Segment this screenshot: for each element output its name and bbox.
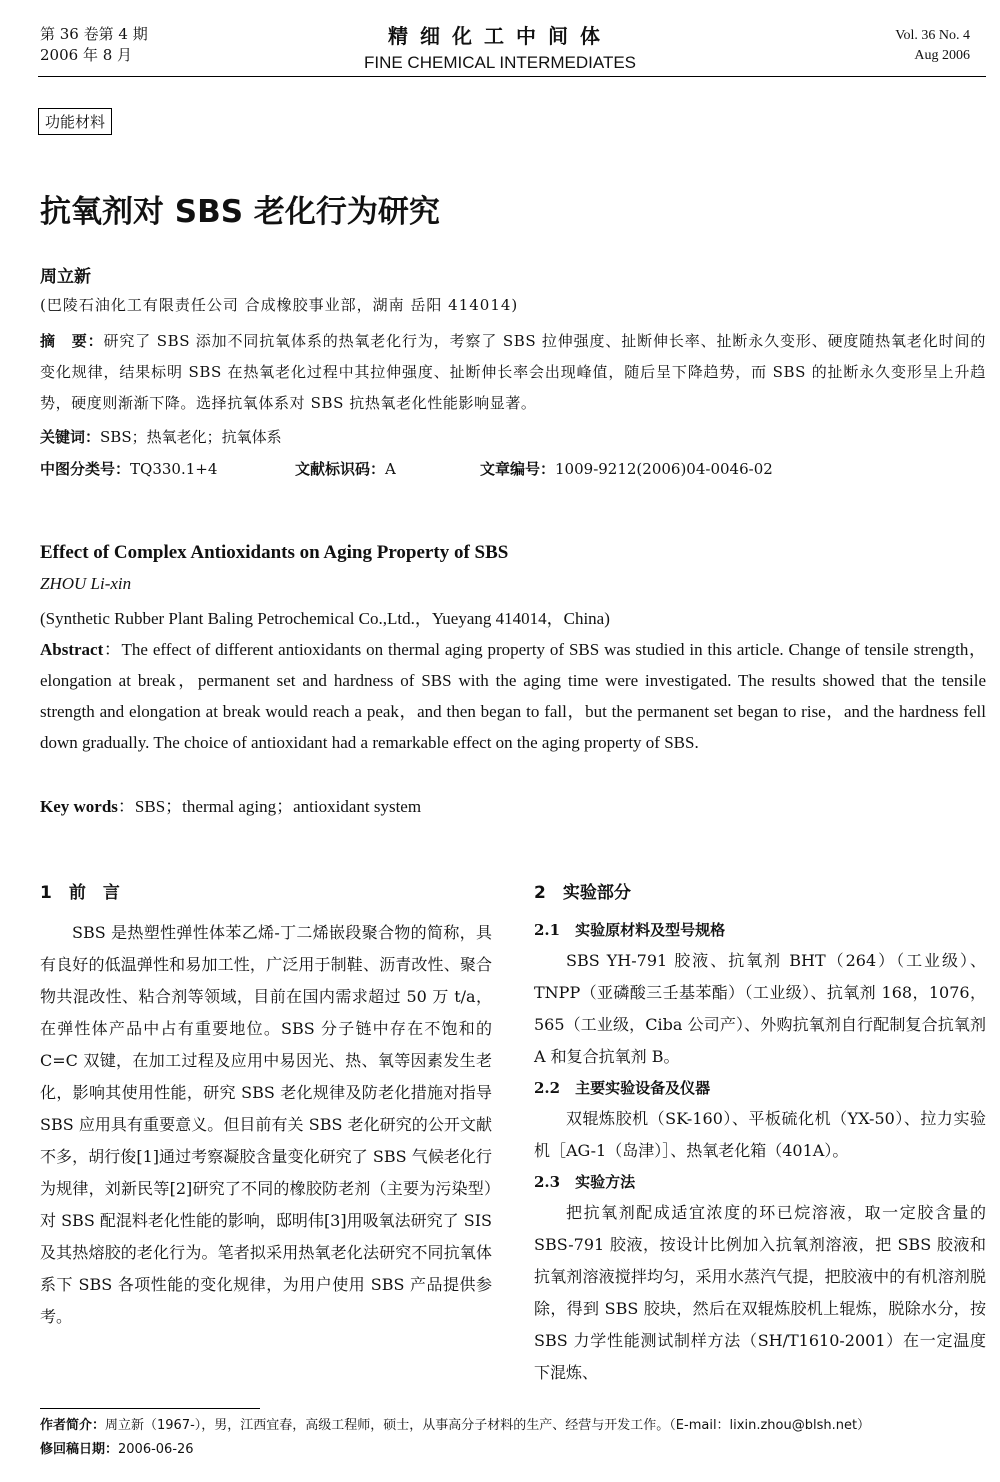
- keywords-cn: [40, 426, 282, 447]
- journal-title-cn: 精细化工中间体: [388, 24, 612, 48]
- author-bio-text: 周立新（1967-），男，江西宜春，高级工程师，硕士，从事高分子材料的生产、经营与开发工作。（E-mail：lixin.zhou@blsh.net）: [105, 1418, 871, 1433]
- volume-issue: 第 36 卷第 4 期: [40, 25, 148, 43]
- keywords-en-text: ：SBS；thermal aging；antioxidant system: [117, 797, 422, 816]
- issue-date-en: Aug 2006: [914, 48, 970, 63]
- section-tag: 功能材料: [38, 108, 112, 135]
- equipment-paragraph: 双辊炼胶机（SK-160）、平板硫化机（YX-50）、拉力实验机［AG-1（岛津）］、热氧老化箱（401A）。: [534, 1109, 986, 1160]
- abstract-cn: [40, 326, 986, 419]
- abstract-cn-label: 摘 要：: [40, 332, 104, 350]
- issue-date: 2006 年 8 月: [40, 46, 133, 64]
- subsection-materials: 2.1 实验原材料及型号规格: [534, 921, 726, 939]
- affiliation-en: (Synthetic Rubber Plant Baling Petrochemical Co.,Ltd.，Yueyang 414014，China): [40, 609, 610, 628]
- issue-info-en: [895, 26, 970, 66]
- article-no-label: 文章编号：: [480, 460, 556, 478]
- journal-title-en: FINE CHEMICAL INTERMEDIATES: [363, 53, 637, 72]
- affiliation-cn: (巴陵石油化工有限责任公司 合成橡胶事业部，湖南 岳阳 414014): [40, 296, 519, 314]
- abstract-en-text: ：The effect of different antioxidants on thermal aging property of SBS was studied in this article. Change of tensile strength，elongation at break，permanent set and hardness of SBS with the aging time were investigated. The results showed that the tensile strength and elongation at break would reach a peak，and then began to fall，but the permanent set began to rise，and the hardness fell down gradually. The choice of antioxidant had a remarkable effect on the aging property of SBS.: [40, 640, 986, 752]
- clc-label: 中图分类号：: [40, 460, 131, 478]
- author-en: ZHOU Li-xin: [40, 574, 132, 593]
- revision-date-text: 2006-06-26: [118, 1442, 194, 1457]
- column-left: [40, 878, 492, 1333]
- keywords-en: [40, 792, 421, 817]
- classification-line: [40, 458, 986, 479]
- subsection-equipment: 2.2 主要实验设备及仪器: [534, 1079, 711, 1097]
- keywords-cn-text: SBS；热氧老化；抗氧体系: [100, 428, 282, 446]
- keywords-cn-label: 关键词：: [40, 428, 101, 446]
- doc-code-value: A: [385, 460, 396, 478]
- header-divider: [38, 76, 986, 77]
- footnote: [40, 1414, 870, 1462]
- abstract-en: [40, 634, 986, 758]
- revision-date-label: 修回稿日期：: [40, 1442, 119, 1457]
- volume-issue-en: Vol. 36 No. 4: [895, 28, 970, 43]
- doc-code-label: 文献标识码：: [295, 460, 386, 478]
- author-cn: 周立新: [40, 267, 91, 287]
- keywords-en-label: Key words: [40, 797, 118, 816]
- abstract-cn-text: 研究了 SBS 添加不同抗氧体系的热氧老化行为，考察了 SBS 拉伸强度、扯断伸长率、扯断永久变形、硬度随热氧老化时间的变化规律，结果标明 SBS 在热氧老化过程中其拉伸强度、扯断伸长率会出现峰值，随后呈下降趋势，而 SBS 的扯断永久变形呈上升趋势，硬度则渐渐下降。选择抗氧体系对 SBS 抗热氧老化性能影响显著。: [40, 332, 986, 412]
- journal-header: [0, 20, 1000, 73]
- abstract-en-label: Abstract: [40, 640, 104, 659]
- paper-title-cn: 抗氧剂对 SBS 老化行为研究: [40, 194, 440, 230]
- method-paragraph: 把抗氧剂配成适宜浓度的环已烷溶液，取一定胶含量的 SBS-791 胶液，按设计比例加入抗氧剂溶液，把 SBS 胶液和抗氧剂溶液搅拌均匀，采用水蒸汽气提，把胶液中的有机溶剂脱除，得到 SBS 胶块，然后在双辊炼胶机上辊炼，脱除水分，按 SBS 力学性能测试制样方法（SH/T1610-2001）在一定温度下混炼、: [534, 1203, 986, 1382]
- section-heading-experimental: 2 实验部分: [534, 883, 631, 903]
- column-right: [534, 878, 986, 1389]
- intro-paragraph: SBS 是热塑性弹性体苯乙烯-丁二烯嵌段聚合物的简称，具有良好的低温弹性和易加工性，广泛用于制鞋、沥青改性、聚合物共混改性、粘合剂等领域，目前在国内需求超过 50 万 t/a，在弹性体产品中占有重要地位。SBS 分子链中存在不饱和的 C=C 双键，在加工过程及应用中易因光、热、氧等因素发生老化，影响其使用性能，研究 SBS 老化规律及防老化措施对指导 SBS 应用具有重要意义。但目前有关 SBS 老化研究的公开文献不多，胡行俊[1]通过考察凝胶含量变化研究了 SBS 气候老化行为规律，刘新民等[2]研究了不同的橡胶防老剂（主要为污染型）对 SBS 配混料老化性能的影响，邸明伟[3]用吸氧法研究了 SIS 及其热熔胶的老化行为。笔者拟采用热氧老化法研究不同抗氧体系下 SBS 各项性能的变化规律，为用户使用 SBS 产品提供参考。: [40, 923, 492, 1326]
- section-heading-intro: 1 前 言: [40, 883, 120, 903]
- materials-paragraph: SBS YH-791 胶液、抗氧剂 BHT（264）（工业级）、TNPP（亚磷酸三壬基苯酯）（工业级）、抗氧剂 168，1076，565（工业级，Ciba 公司产）、外购抗氧剂自行配制复合抗氧剂 A 和复合抗氧剂 B。: [534, 951, 986, 1066]
- author-bio-label: 作者简介：: [40, 1418, 106, 1433]
- subsection-method: 2.3 实验方法: [534, 1173, 636, 1191]
- paper-title-en: Effect of Complex Antioxidants on Aging Property of SBS: [40, 542, 509, 563]
- clc-value: TQ330.1+4: [130, 460, 218, 478]
- footnote-divider: [40, 1408, 260, 1409]
- article-no-value: 1009-9212(2006)04-0046-02: [555, 460, 773, 478]
